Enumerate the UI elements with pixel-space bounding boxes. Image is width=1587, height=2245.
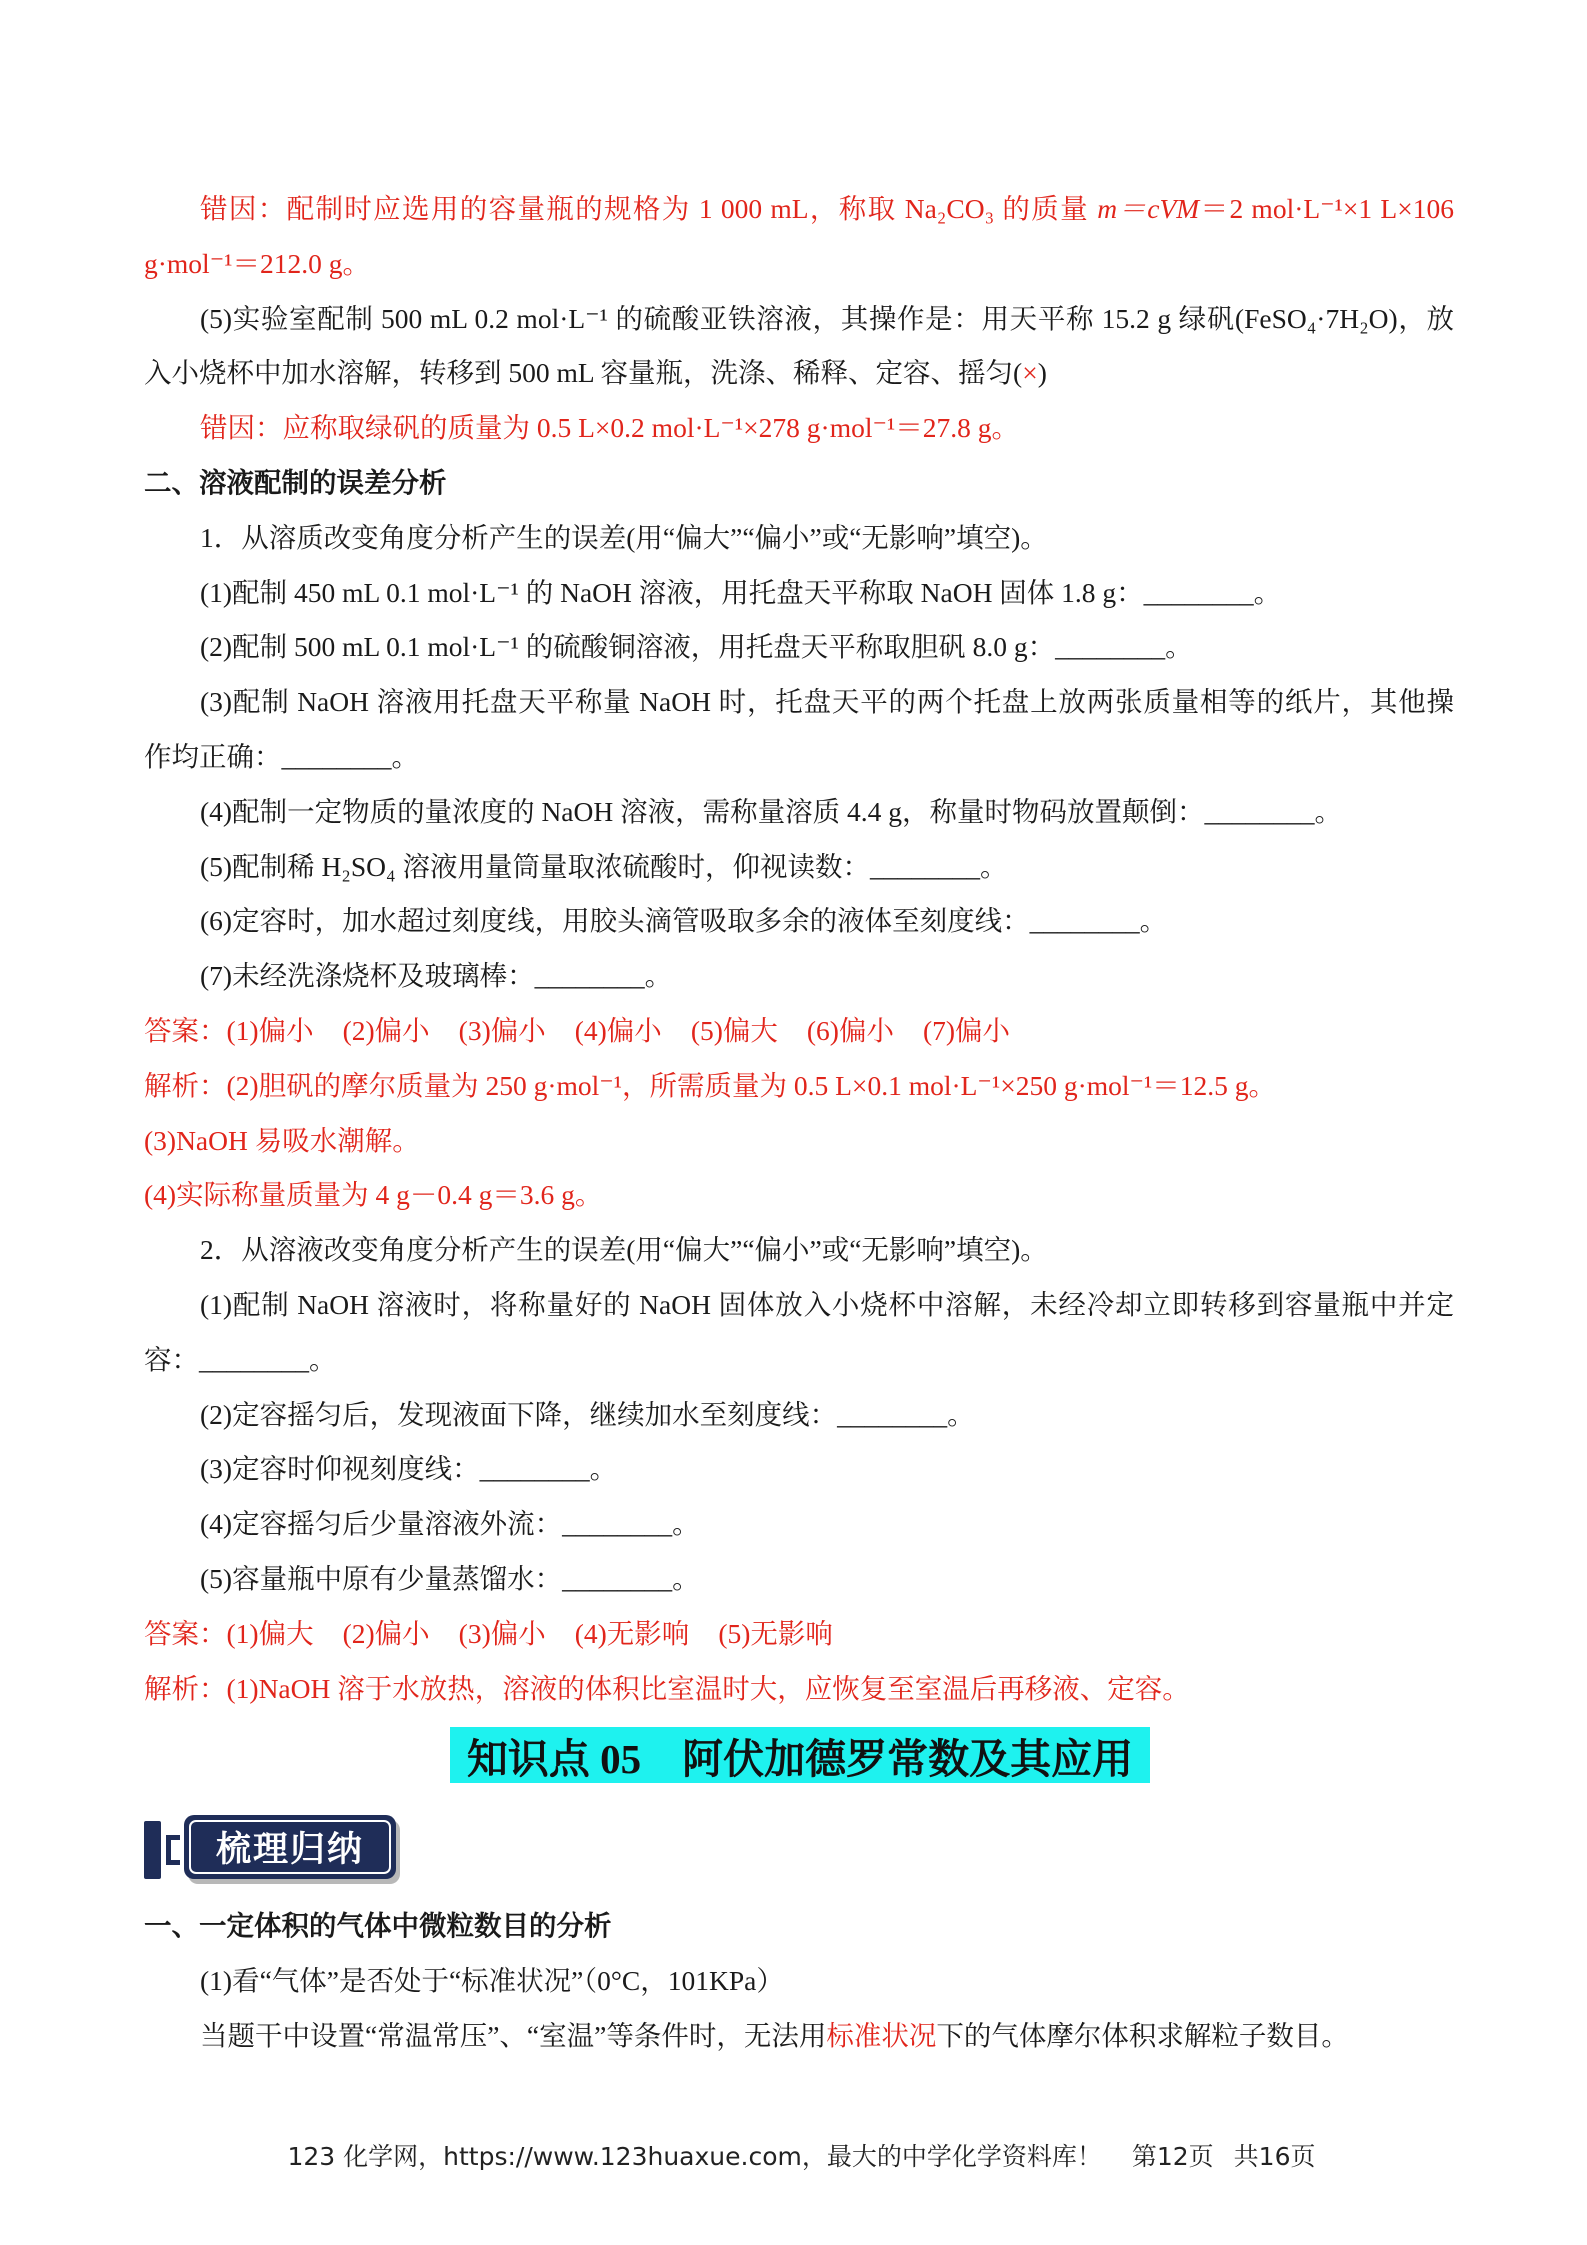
- knowledge-point-title: 阿伏加德罗常数及其应用: [682, 1735, 1134, 1782]
- knowledge-point-heading: [450, 1727, 1150, 1783]
- section-heading: 二、溶液配制的误差分析: [144, 466, 447, 498]
- answer-item: (3)偏小: [458, 1617, 546, 1649]
- summary-badge: [144, 1815, 404, 1885]
- answer-item: (4)偏小: [574, 1014, 662, 1046]
- group2-question-1-line1: (1)配制 NaOH 溶液时，将称量好的 NaOH 固体放入小烧杯中溶解，未经冷却立即转移到容量瓶中并定: [200, 1288, 1454, 1320]
- group1-question-4: (4)配制一定物质的量浓度的 NaOH 溶液，需称量溶质 4.4 g，称量时物码放置颠倒：________。: [200, 795, 1342, 827]
- verdict-mark: ×: [1022, 357, 1038, 389]
- answer-item: (4)无影响: [574, 1617, 690, 1649]
- group1-answers: [144, 1004, 1454, 1059]
- gas-note: [144, 2009, 1454, 2064]
- footer-page-number: 第12页: [1131, 2142, 1214, 2171]
- group1-question-2: (2)配制 500 mL 0.1 mol·L⁻¹ 的硫酸铜溶液，用托盘天平称取胆矾 8.0 g：________。: [200, 631, 1193, 663]
- badge-bracket-decoration: [166, 1835, 180, 1865]
- answer-item: (6)偏小: [806, 1014, 894, 1046]
- badge-bar-decoration: [144, 1821, 161, 1879]
- knowledge-point-number: 知识点 05: [466, 1735, 642, 1782]
- group2-question-1-line2: 容：________。: [144, 1343, 337, 1375]
- group1-question-5: (5)配制稀 H₂SO₄ 溶液用量筒量取浓硫酸时，仰视读数：________。: [200, 850, 1008, 882]
- group1-intro: 1．从溶质改变角度分析产生的误差(用“偏大”“偏小”或“无影响”填空)。: [200, 521, 1048, 553]
- gas-particles-section: [144, 1899, 1454, 2063]
- answer-label: 答案：: [144, 1617, 227, 1649]
- statement-q5-line2: [144, 346, 1454, 401]
- group2-question-5: (5)容量瓶中原有少量蒸馏水：________。: [200, 1562, 700, 1594]
- group1-question-3-line1: (3)配制 NaOH 溶液用托盘天平称量 NaOH 时，托盘天平的两个托盘上放两张质量相等的纸片，其他操: [200, 686, 1454, 718]
- group1-question-6: (6)定容时，加水超过刻度线，用胶头滴管吸取多余的液体至刻度线：________。: [200, 905, 1168, 937]
- answer-item: (7)偏小: [922, 1014, 1011, 1046]
- error-reason-q4-line1: [144, 182, 1454, 237]
- group1-question-3-line2: 作均正确：________。: [144, 740, 419, 772]
- statement-text: ): [1037, 357, 1047, 389]
- group1-analysis-line: 解析：(2)胆矾的摩尔质量为 250 g·mol⁻¹，所需质量为 0.5 L×0.1 mol·L⁻¹×250 g·mol⁻¹＝12.5 g。: [144, 1069, 1277, 1101]
- answer-item: (5)无影响: [718, 1617, 833, 1649]
- answer-item: (2)偏小: [342, 1617, 430, 1649]
- group2-analysis-line: 解析：(1)NaOH 溶于水放热，溶液的体积比室温时大，应恢复至室温后再移液、定容。: [144, 1672, 1190, 1704]
- answer-item: (1)偏大: [226, 1617, 314, 1649]
- group1-analysis-line: (4)实际称量质量为 4 g－0.4 g＝3.6 g。: [144, 1179, 603, 1211]
- error-reason-text: ＝2 mol·L⁻¹×1 L×106: [1199, 193, 1454, 224]
- group1-analysis-line: (3)NaOH 易吸水潮解。: [144, 1124, 420, 1156]
- formula: m＝cVM: [1097, 193, 1200, 224]
- section-heading: 一、一定体积的气体中微粒数目的分析: [144, 1910, 612, 1941]
- page-footer: [0, 2138, 1587, 2176]
- group1-question-1: (1)配制 450 mL 0.1 mol·L⁻¹ 的 NaOH 溶液，用托盘天平称取 NaOH 固体 1.8 g：________。: [200, 576, 1282, 608]
- note-text: 当题干中设置“常温常压”、“室温”等条件时，无法用: [200, 2019, 827, 2051]
- statement-text: 入小烧杯中加水溶解，转移到 500 mL 容量瓶，洗涤、稀释、定容、摇匀(: [144, 357, 1023, 389]
- note-text: 下的气体摩尔体积求解粒子数目。: [936, 2019, 1349, 2051]
- group2-question-3: (3)定容时仰视刻度线：________。: [200, 1453, 618, 1485]
- footer-total-pages: 共16页: [1233, 2142, 1316, 2171]
- badge-box: [184, 1815, 396, 1879]
- group2-intro: 2．从溶液改变角度分析产生的误差(用“偏大”“偏小”或“无影响”填空)。: [200, 1234, 1048, 1266]
- error-reason-q5: 错因：应称取绿矾的质量为 0.5 L×0.2 mol·L⁻¹×278 g·mol⁻¹＝27.8 g。: [200, 412, 1020, 444]
- answer-item: (2)偏小: [342, 1014, 430, 1046]
- footer-site: 123 化学网，https://www.123huaxue.com，最大的中学化学资料库！: [287, 2142, 1102, 2171]
- error-reason-text: 错因：配制时应选用的容量瓶的规格为 1 000 mL，称取 Na₂CO₃ 的质量: [200, 193, 1098, 224]
- badge-label: 梳理归纳: [215, 1830, 364, 1870]
- answer-item: (1)偏小: [226, 1014, 314, 1046]
- group2-question-2: (2)定容摇匀后，发现液面下降，继续加水至刻度线：________。: [200, 1398, 975, 1430]
- group1-question-7: (7)未经洗涤烧杯及玻璃棒：________。: [200, 960, 673, 992]
- statement-q5-line1: (5)实验室配制 500 mL 0.2 mol·L⁻¹ 的硫酸亚铁溶液，其操作是：用天平称 15.2 g 绿矾(FeSO₄·7H₂O)，放: [200, 302, 1454, 334]
- answer-item: (5)偏大: [690, 1014, 778, 1046]
- answer-label: 答案：: [144, 1014, 227, 1046]
- group2-question-4: (4)定容摇匀后少量溶液外流：________。: [200, 1508, 700, 1540]
- worksheet-body: [144, 182, 1454, 1716]
- error-reason-q4-line2: g·mol⁻¹＝212.0 g。: [144, 247, 370, 279]
- answer-item: (3)偏小: [458, 1014, 546, 1046]
- note-highlight: 标准状况: [826, 2019, 937, 2051]
- group2-answers: [144, 1607, 1454, 1662]
- gas-point-1: (1)看“气体”是否处于“标准状况”（0°C，101KPa）: [200, 1964, 784, 1996]
